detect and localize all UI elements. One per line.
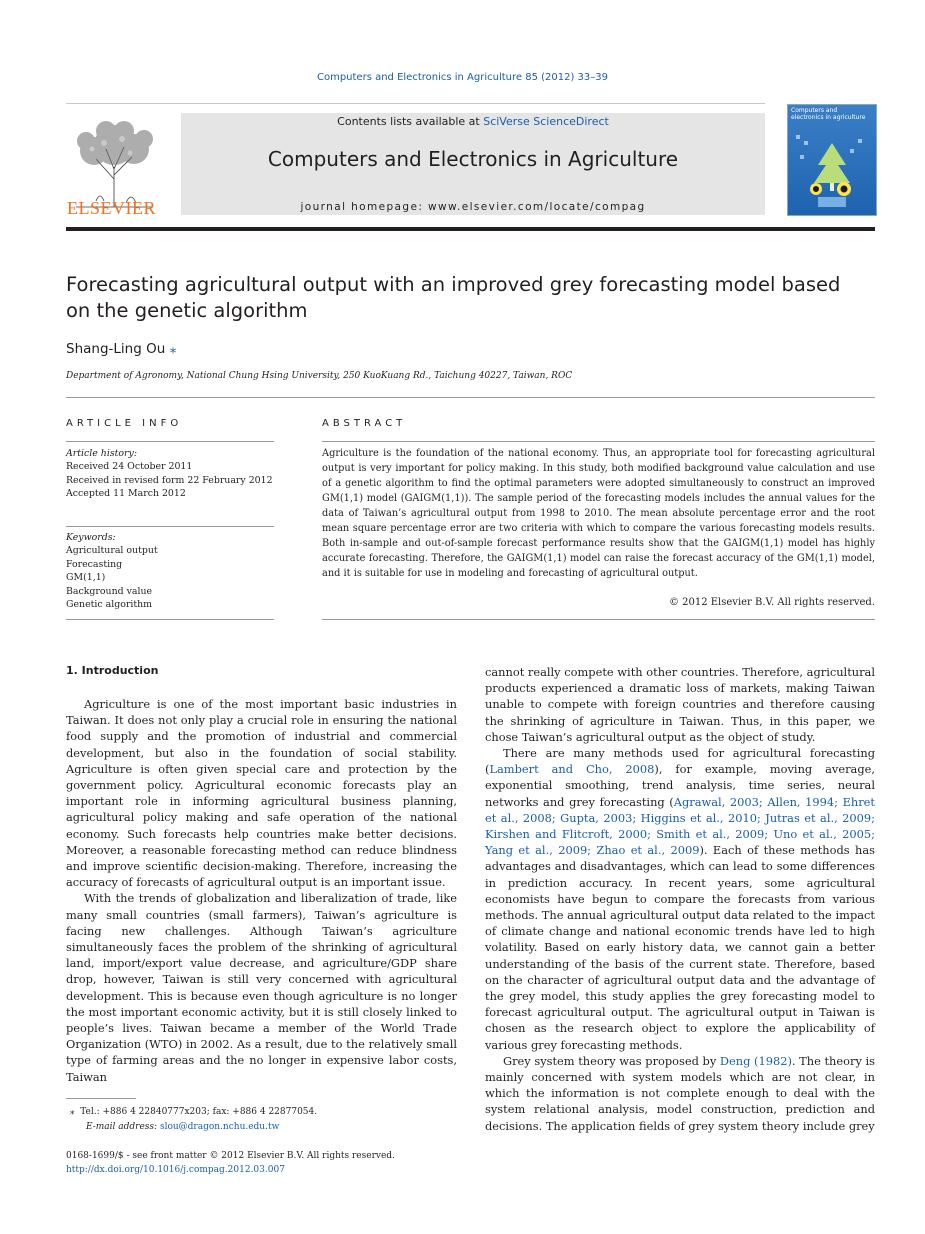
footnote-email: [70, 1120, 460, 1135]
header-thick-rule: [66, 227, 875, 231]
keyword-item: Forecasting: [66, 558, 123, 570]
paragraph: Agriculture is one of the most important basic industries in Taiwan. It does not only play a crucial role in ensuring the national food supply and the promotion of industrial and commercial development, but also in the foundation of social stability. Agriculture is often given special care and protection by the government policy. Agricultural economic forecasts play an important role in informing agricultural business planning, agricultural policy making and safe operation of the national economy. Such forecasts help countries make better decisions. Moreover, a reasonable forecasting method can reduce blindness and improve scientific decision-making. Therefore, increasing the accuracy of forecasts of agricultural output is an important issue.: [66, 697, 457, 890]
keyword-item: Background value: [66, 585, 153, 597]
author-line: [66, 341, 176, 357]
text-run: . The theory is mainly concerned with system models which are not clear, in which the information is not complete enough to deal with the system relational analysis, model construction, prediction and decisions. The application fields of grey system theory include grey: [485, 1053, 875, 1133]
elsevier-wordmark: ELSEVIER: [67, 198, 156, 218]
abstract-copyright: © 2012 Elsevier B.V. All rights reserved.: [668, 597, 875, 608]
article-info-rule: [66, 441, 274, 442]
affiliation: Department of Agronomy, National Chung Hsing University, 250 KuoKuang Rd., Taichung 40227, Taiwan, ROC: [66, 371, 573, 381]
journal-reference[interactable]: Computers and Electronics in Agriculture 85 (2012) 33–39: [316, 72, 609, 83]
citation-link[interactable]: Deng (1982): [719, 1053, 792, 1068]
left-column: [66, 696, 457, 1085]
footnote-tel-text: Tel.: +886 4 22840777x203; fax: +886 4 22877054.: [80, 1107, 318, 1117]
paragraph: cannot really compete with other countries. Therefore, agricultural products experienced a dramatic loss of markets, making Taiwan unable to compete with foreign countries and therefore causing the shrinking of agriculture in Taiwan. Thus, in this paper, we chose Taiwan’s agricultural output as the object of study.: [485, 665, 875, 744]
history-received: Received 24 October 2011: [66, 461, 193, 473]
keyword-item: GM(1,1): [66, 572, 106, 584]
article-info-bottom-rule: [66, 619, 274, 620]
paragraph: With the trends of globalization and liberalization of trade, like many small countries (small farmers), Taiwan’s agriculture is facing new challenges. Although Taiwan’s agriculture simultaneously faces the problem of the shrinking of agricultural land, import/export value decrease, and agriculture/GDP share drop, however, Taiwan is still very concerned with agricultural development. This is because even though agriculture is no longer the most important economic activity, but it is still closely linked to people’s lives. Taiwan became a member of the World Trade Organization (WTO) in 2002. As a result, due to the relatively small type of farming areas and the no longer in expensive labor costs, Taiwan: [66, 891, 457, 1084]
footer-issn: 0168-1699/$ - see front matter © 2012 Elsevier B.V. All rights reserved.: [66, 1151, 395, 1161]
paragraph: [485, 745, 875, 1053]
footnote: [70, 1105, 460, 1135]
abstract-rule: [322, 441, 875, 442]
email-link[interactable]: slou@dragon.nchu.edu.tw: [159, 1122, 280, 1132]
keywords-rule: [66, 526, 274, 527]
contents-available: [181, 115, 765, 128]
journal-title: Computers and Electronics in Agriculture: [267, 147, 679, 171]
text-run: Grey system theory was proposed by: [503, 1053, 720, 1068]
email-label: E-mail address:: [86, 1122, 160, 1132]
text-run: ), for example, moving average, exponential smoothing, trend analysis, time series, neural networks and grey forecasting (: [485, 762, 875, 809]
footnote-mark: ⁎: [70, 1107, 75, 1117]
abstract-bottom-rule: [322, 619, 875, 620]
history-label: Article history:: [66, 448, 137, 459]
author-footnote-mark[interactable]: ⁎: [169, 341, 177, 357]
abstract-heading: ABSTRACT: [322, 418, 407, 429]
keyword-item: Agricultural output: [66, 545, 158, 557]
author-name: Shang-Ling Ou: [66, 341, 166, 357]
contents-prefix: Contents lists available at: [337, 115, 484, 128]
cover-illustration: [788, 105, 876, 215]
doi-link[interactable]: http://dx.doi.org/10.1016/j.compag.2012.03.007: [66, 1165, 285, 1175]
header-rule: [66, 103, 765, 104]
history-accepted: Accepted 11 March 2012: [66, 488, 186, 500]
article-info-heading: ARTICLE INFO: [66, 418, 183, 429]
article-history: [66, 447, 276, 501]
paragraph: [485, 1053, 875, 1134]
text-run: ). Each of these methods has advantages and disadvantages, which can lead to some differences in prediction accuracy. In recent years, some agricultural economists have begun to compare the forecasts from various methods. The annual agricultural output data related to the impact of climate change and national economic trends have led to high volatility. Based on early history data, we cannot gain a better understanding of the basis of the current state. Therefore, based on the character of agricultural output data and the advantage of the grey model, this study applies the grey forecasting model to forecast agricultural output. The agricultural output in Taiwan is chosen as the research object to explore the applicability of various grey forecasting methods.: [485, 843, 875, 1052]
abstract-text: Agriculture is the foundation of the national economy. Thus, an appropriate tool for forecasting agricultural output is very important for policy making. In this study, both modified background value calculation and use of a genetic algorithm to find the optimal parameters were adopted simultaneously to construct an improved GM(1,1) model (GAIGM(1,1)). The sample period of the forecasting models includes the annual values for the data of Taiwan’s agricultural output from 1998 to 2010. The mean absolute percentage error and the root mean square percentage error are two criteria with which to compare the various forecasting models results. Both in-sample and out-of-sample forecast performance results show that the GAIGM(1,1) model has highly accurate forecasting. Therefore, the GAIGM(1,1) model can raise the forecast accuracy of the GM(1,1) model, and it is suitable for use in modeling and forecasting of agricultural output.: [322, 448, 875, 579]
journal-homepage[interactable]: journal homepage: www.elsevier.com/locate/compag: [300, 201, 646, 213]
footnote-tel: [70, 1105, 460, 1120]
citation-link[interactable]: Lambert and Cho, 2008: [489, 762, 655, 777]
page-footer: [66, 1149, 566, 1177]
right-column: [485, 664, 875, 1134]
history-revised: Received in revised form 22 February 2012: [66, 474, 273, 486]
divider-rule: [66, 397, 875, 398]
text-run: There are many methods used for agricultural forecasting (: [485, 746, 875, 777]
citation-link[interactable]: Agrawal, 2003; Allen, 1994; Ehret et al., 2008; Gupta, 2003; Higgins et al., 2010; Jutras et al., 2009; Kirshen and Flitcroft, 2000; Smith et al., 2009; Uno et al., 2005; Yang et al., 2009; Zhao et al., 2009: [485, 794, 875, 858]
sciencedirect-link[interactable]: SciVerse ScienceDirect: [483, 115, 609, 128]
keywords-label: Keywords:: [66, 532, 116, 543]
cover-title: Computers and electronics in agriculture: [791, 107, 866, 121]
article-title: Forecasting agricultural output with an improved grey forecasting model based on the genetic algorithm: [66, 273, 841, 322]
keywords-block: [66, 531, 276, 611]
section-heading-introduction: 1. Introduction: [66, 664, 159, 677]
footnote-rule: [66, 1098, 136, 1099]
keyword-item: Genetic algorithm: [66, 599, 153, 611]
